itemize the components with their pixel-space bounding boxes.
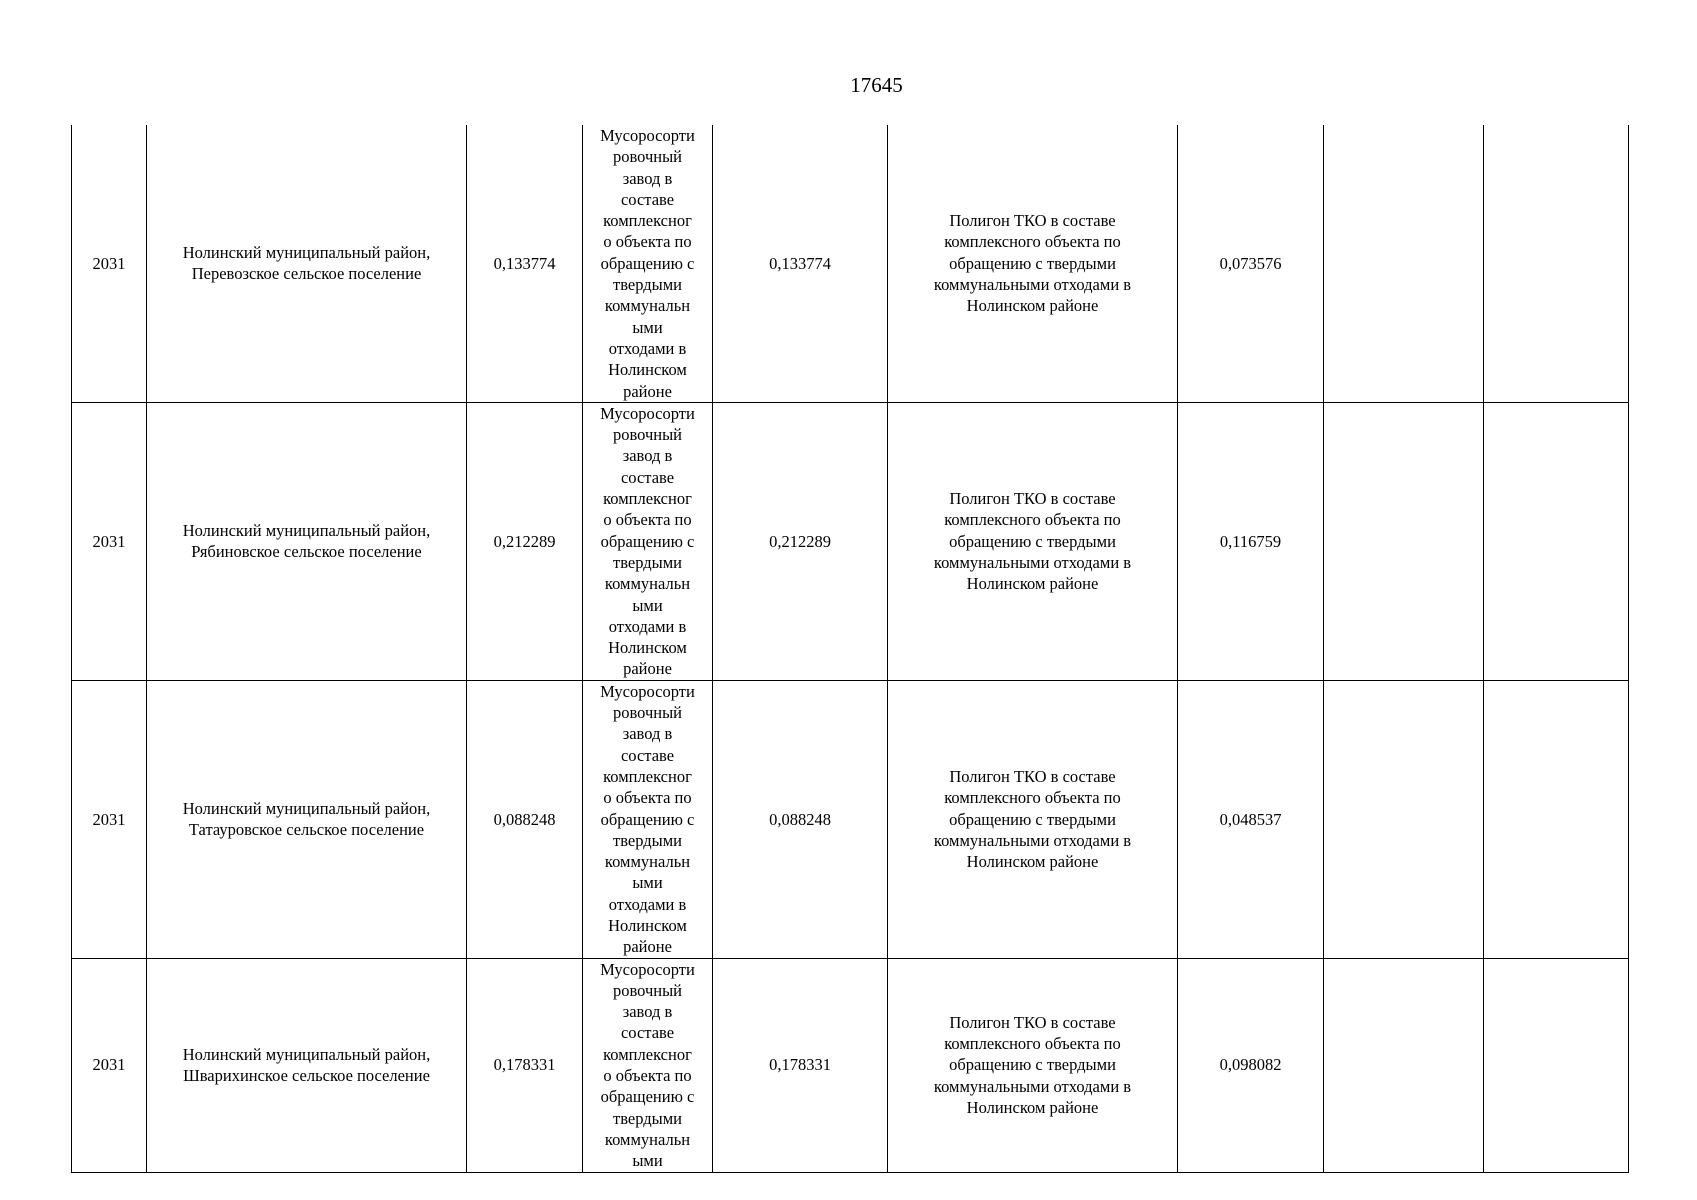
year-cell: [72, 680, 147, 958]
facility1-cell: [583, 680, 713, 958]
facility1-line: составе: [620, 189, 675, 209]
facility1-line: ровочный: [612, 147, 683, 167]
municipality-line: Нолинский муниципальный район,: [182, 520, 431, 540]
volume1-value: 0,178331: [493, 1055, 556, 1075]
volume1-value: 0,133774: [493, 253, 556, 273]
facility1-line: коммунальн: [604, 296, 691, 316]
facility2-line: обращению с твердыми: [949, 253, 1116, 273]
facility1-line: Нолинском: [608, 638, 687, 658]
facility1-line: ровочный: [612, 703, 683, 723]
facility1-line: коммунальн: [604, 1129, 691, 1149]
facility1-line: коммунальн: [604, 574, 691, 594]
facility1-line: составе: [620, 1023, 675, 1043]
facility2-line: комплексного объекта по: [944, 510, 1121, 530]
facility1-line: завод в: [622, 1002, 673, 1022]
municipality-cell: [147, 680, 467, 958]
volume3-value: 0,116759: [1219, 531, 1282, 551]
facility2-line: Нолинском районе: [966, 1098, 1099, 1117]
volume2-cell: [713, 680, 888, 958]
facility1-cell: [583, 402, 713, 680]
facility1-line: районе: [623, 937, 672, 957]
facility2-line: Нолинском районе: [966, 852, 1099, 872]
municipality-line: Перевозское сельское поселение: [191, 264, 422, 284]
volume3-value: 0,048537: [1219, 809, 1282, 829]
year-value: 2031: [92, 531, 126, 551]
facility2-line: комплексного объекта по: [944, 232, 1121, 252]
facility1-line: коммунальн: [604, 852, 691, 872]
facility1-line: завод в: [622, 724, 673, 744]
facility1-line: комплексног: [603, 489, 692, 509]
volume2-cell: [713, 125, 888, 402]
facility2-line: Полигон ТКО в составе: [949, 211, 1116, 231]
facility1-line: о объекта по: [603, 510, 692, 530]
volume1-value: 0,088248: [493, 809, 556, 829]
facility1-line: твердыми: [612, 552, 682, 572]
facility1-line: обращению с: [600, 809, 695, 829]
volume3-cell: [1178, 125, 1324, 402]
empty-cell: [1324, 958, 1484, 1172]
volume3-cell: [1178, 402, 1324, 680]
facility1-line: составе: [620, 745, 675, 765]
page-number: 17645: [850, 73, 903, 97]
facility2-line: обращению с твердыми: [949, 531, 1116, 551]
facility1-line: комплексног: [603, 1044, 692, 1064]
year-value: 2031: [92, 253, 126, 273]
facility2-cell: [888, 958, 1178, 1172]
facility2-line: Полигон ТКО в составе: [949, 1012, 1116, 1032]
facility1-line: комплексног: [603, 766, 692, 786]
municipality-cell: [147, 125, 467, 402]
facility2-line: Нолинском районе: [966, 574, 1099, 594]
facility1-line: обращению с: [600, 531, 695, 551]
table-row: [72, 125, 1629, 402]
municipality-line: Рябиновское сельское поселение: [191, 542, 422, 562]
facility1-line: районе: [623, 381, 672, 401]
volume1-cell: [467, 680, 583, 958]
facility2-line: коммунальными отходами в: [933, 275, 1132, 295]
facility1-line: ровочный: [612, 980, 683, 1000]
year-value: 2031: [92, 1055, 126, 1075]
volume1-cell: [467, 402, 583, 680]
facility1-line: Нолинском: [608, 915, 687, 935]
facility2-line: коммунальными отходами в: [933, 1076, 1132, 1096]
facility2-cell: [888, 402, 1178, 680]
volume3-cell: [1178, 958, 1324, 1172]
facility2-line: Полигон ТКО в составе: [949, 489, 1116, 509]
facility1-line: твердыми: [612, 1108, 682, 1128]
empty-cell: [1324, 125, 1484, 402]
empty-cell: [1324, 402, 1484, 680]
volume2-value: 0,133774: [769, 253, 831, 273]
facility1-line: обращению с: [600, 1087, 695, 1107]
facility1-line: отходами в: [608, 894, 687, 914]
facility1-line: обращению с: [600, 253, 695, 273]
facility2-line: Нолинском районе: [966, 296, 1099, 316]
empty-cell: [1484, 680, 1629, 958]
facility2-cell: [888, 680, 1178, 958]
facility1-line: отходами в: [608, 338, 687, 358]
facility1-line: о объекта по: [603, 232, 692, 252]
volume2-value: 0,178331: [769, 1055, 831, 1075]
facility1-line: завод в: [622, 168, 673, 188]
facility1-line: районе: [623, 659, 672, 679]
empty-cell: [1324, 680, 1484, 958]
volume3-value: 0,073576: [1219, 253, 1282, 273]
facility1-line: Мусоросорти: [600, 126, 695, 145]
volume2-value: 0,088248: [769, 809, 831, 829]
facility1-line: ыми: [632, 1151, 663, 1171]
facility2-line: комплексного объекта по: [944, 1034, 1121, 1054]
facility2-line: Полигон ТКО в составе: [949, 766, 1116, 786]
facility1-line: составе: [620, 467, 675, 487]
facility1-line: ыми: [632, 595, 663, 615]
volume1-value: 0,212289: [493, 531, 556, 551]
table-row: [72, 958, 1629, 1172]
facility2-line: комплексного объекта по: [944, 788, 1121, 808]
facility1-line: твердыми: [612, 275, 682, 295]
facility1-line: завод в: [622, 446, 673, 466]
volume2-cell: [713, 958, 888, 1172]
facility1-line: Мусоросорти: [600, 681, 695, 701]
facility1-line: ыми: [632, 317, 663, 337]
waste-flow-table: [71, 125, 1629, 1173]
table-row: [72, 680, 1629, 958]
table-row: [72, 402, 1629, 680]
facility2-line: коммунальными отходами в: [933, 552, 1132, 572]
facility1-line: комплексног: [603, 211, 692, 231]
year-cell: [72, 958, 147, 1172]
facility1-line: о объекта по: [603, 1066, 692, 1086]
empty-cell: [1484, 402, 1629, 680]
year-cell: [72, 402, 147, 680]
facility1-line: отходами в: [608, 616, 687, 636]
facility1-line: твердыми: [612, 830, 682, 850]
facility1-cell: [583, 958, 713, 1172]
facility1-line: ровочный: [612, 425, 683, 445]
facility1-line: Мусоросорти: [600, 959, 695, 979]
facility1-line: о объекта по: [603, 788, 692, 808]
facility1-line: ыми: [632, 873, 663, 893]
facility2-line: обращению с твердыми: [949, 809, 1116, 829]
facility1-line: Нолинском: [608, 360, 687, 380]
facility2-line: коммунальными отходами в: [933, 830, 1132, 850]
volume3-cell: [1178, 680, 1324, 958]
municipality-cell: [147, 958, 467, 1172]
municipality-line: Татауровское сельское поселение: [188, 820, 425, 840]
volume2-cell: [713, 402, 888, 680]
year-cell: [72, 125, 147, 402]
municipality-cell: [147, 402, 467, 680]
municipality-line: Шварихинское сельское поселение: [183, 1066, 430, 1086]
year-value: 2031: [92, 809, 126, 829]
empty-cell: [1484, 958, 1629, 1172]
facility2-cell: [888, 125, 1178, 402]
facility1-cell: [583, 125, 713, 402]
volume1-cell: [467, 125, 583, 402]
facility2-line: обращению с твердыми: [949, 1055, 1116, 1075]
volume2-value: 0,212289: [769, 531, 831, 551]
municipality-line: Нолинский муниципальный район,: [182, 243, 431, 263]
facility1-line: Мусоросорти: [600, 403, 695, 423]
municipality-line: Нолинский муниципальный район,: [182, 798, 431, 818]
volume3-value: 0,098082: [1219, 1055, 1282, 1075]
volume1-cell: [467, 958, 583, 1172]
municipality-line: Нолинский муниципальный район,: [182, 1044, 431, 1064]
empty-cell: [1484, 125, 1629, 402]
